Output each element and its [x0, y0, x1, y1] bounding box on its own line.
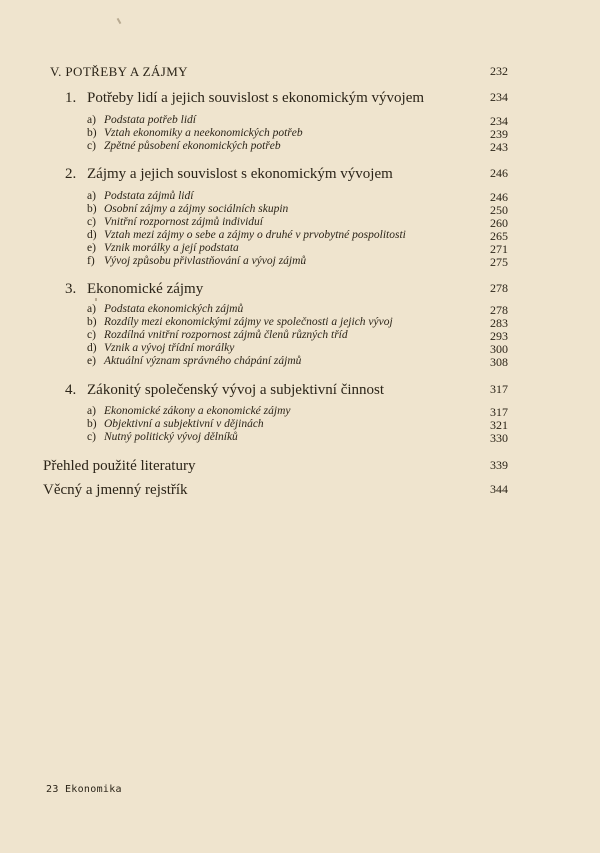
item-title: Vnitřní rozpornost zájmů individuí [104, 216, 263, 228]
item-page: 234 [490, 114, 508, 128]
item-letter: b) [87, 127, 97, 139]
item-page: 265 [490, 229, 508, 243]
chapter-title: V. POTŘEBY A ZÁJMY [50, 64, 188, 79]
toc-back-matter-index [0, 482, 600, 500]
item-page: 283 [490, 316, 508, 330]
section-number: 3. [65, 281, 77, 297]
back-matter-title: Věcný a jmenný rejstřík [43, 482, 188, 498]
item-letter: c) [87, 431, 96, 443]
toc-item [0, 355, 600, 373]
item-letter: a) [87, 303, 96, 315]
item-letter: b) [87, 418, 97, 430]
item-title: Zpětné působení ekonomických potřeb [104, 140, 281, 152]
item-title: Vznik a vývoj třídní morálky [104, 342, 235, 354]
item-title: Podstata potřeb lidí [104, 114, 196, 126]
section-page: 234 [490, 90, 508, 104]
item-title: Vývoj způsobu přivlastňování a vývoj zájmů [104, 255, 307, 267]
item-letter: d) [87, 229, 97, 241]
section-title: Zákonitý společenský vývoj a subjektivní činnost [87, 382, 385, 398]
item-letter: c) [87, 329, 96, 341]
section-title: Ekonomické zájmy [87, 281, 204, 297]
section-number: 4. [65, 382, 77, 398]
item-page: 246 [490, 190, 508, 204]
toc-section-4 [0, 382, 600, 400]
item-page: 330 [490, 431, 508, 445]
back-matter-page: 344 [490, 482, 508, 496]
toc-item [0, 255, 600, 273]
item-page: 321 [490, 418, 508, 432]
item-title: Podstata ekonomických zájmů [104, 303, 244, 315]
item-letter: a) [87, 190, 96, 202]
item-page: 243 [490, 140, 508, 154]
item-page: 317 [490, 405, 508, 419]
toc-section-1 [0, 90, 600, 108]
item-page: 271 [490, 242, 508, 256]
toc-item [0, 140, 600, 158]
item-page: 250 [490, 203, 508, 217]
section-page: 278 [490, 281, 508, 295]
item-page: 239 [490, 127, 508, 141]
item-letter: c) [87, 216, 96, 228]
item-letter: e) [87, 355, 96, 367]
toc-chapter-heading [0, 64, 600, 82]
item-title: Objektivní a subjektivní v dějinách [104, 418, 264, 430]
item-letter: a) [87, 405, 96, 417]
section-page: 317 [490, 382, 508, 396]
chapter-page: 232 [490, 64, 508, 78]
toc-section-2 [0, 166, 600, 184]
item-page: 278 [490, 303, 508, 317]
item-letter: b) [87, 203, 97, 215]
paper-speck [117, 18, 122, 24]
item-page: 300 [490, 342, 508, 356]
item-title: Vznik morálky a její podstata [104, 242, 239, 254]
back-matter-page: 339 [490, 458, 508, 472]
item-title: Aktuální význam správného chápání zájmů [104, 355, 302, 367]
item-letter: c) [87, 140, 96, 152]
item-title: Rozdílná vnitřní rozpornost zájmů členů různých tříd [104, 329, 348, 341]
item-title: Ekonomické zákony a ekonomické zájmy [104, 405, 291, 417]
item-title: Vztah ekonomiky a neekonomických potřeb [104, 127, 303, 139]
back-matter-title: Přehled použité literatury [43, 458, 196, 474]
toc-back-matter-bibliography [0, 458, 600, 476]
item-page: 293 [490, 329, 508, 343]
item-page: 260 [490, 216, 508, 230]
toc-section-3 [0, 281, 600, 299]
item-title: Nutný politický vývoj dělníků [104, 431, 238, 443]
section-number: 1. [65, 90, 77, 106]
item-letter: e) [87, 242, 96, 254]
item-title: Rozdíly mezi ekonomickými zájmy ve společnosti a jejich vývoj [104, 316, 393, 328]
item-title: Podstata zájmů lidí [104, 190, 194, 202]
item-page: 275 [490, 255, 508, 269]
item-letter: a) [87, 114, 96, 126]
section-number: 2. [65, 166, 77, 182]
item-letter: f) [87, 255, 95, 267]
section-page: 246 [490, 166, 508, 180]
section-title: Potřeby lidí a jejich souvislost s ekonomickým vývojem [87, 90, 425, 106]
item-title: Vztah mezi zájmy o sebe a zájmy o druhé v prvobytné pospolitosti [104, 229, 406, 241]
item-title: Osobní zájmy a zájmy sociálních skupin [104, 203, 289, 215]
section-title: Zájmy a jejich souvislost s ekonomickým vývojem [87, 166, 393, 182]
item-letter: b) [87, 316, 97, 328]
signature-mark: 23 Ekonomika [46, 784, 122, 795]
item-page: 308 [490, 355, 508, 369]
toc-item [0, 431, 600, 449]
item-letter: d) [87, 342, 97, 354]
